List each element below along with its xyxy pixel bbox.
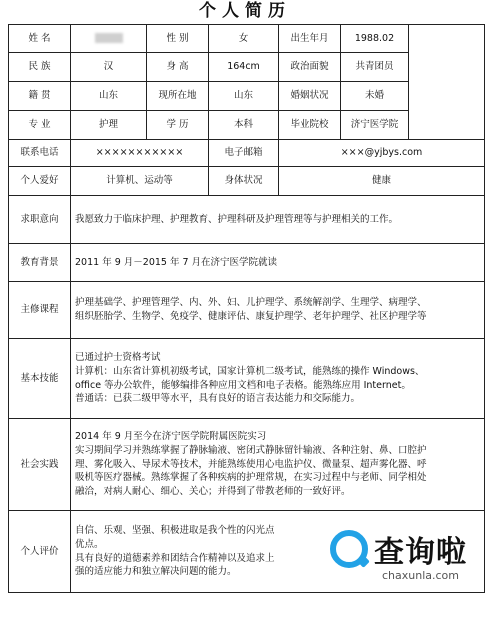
watermark-url: chaxunla.com [382, 569, 459, 582]
watermark-brand: 查询啦 [374, 535, 467, 570]
table-row [9, 244, 485, 282]
health-value: 健康 [279, 167, 485, 196]
major-value: 护理 [71, 111, 147, 140]
evaluation-label: 个人评价 [9, 511, 71, 593]
birth-label: 出生年月 [279, 25, 341, 53]
table-row [9, 167, 485, 196]
phone-label: 联系电话 [9, 140, 71, 167]
degree-label: 学 历 [147, 111, 209, 140]
watermark [330, 527, 480, 591]
height-label: 身 高 [147, 53, 209, 82]
page-title: 个人简历 [199, 1, 291, 21]
skills-label: 基本技能 [9, 339, 71, 419]
email-label: 电子邮箱 [209, 140, 279, 167]
watermark-header [330, 527, 467, 571]
table-row [9, 419, 485, 511]
table-row [9, 140, 485, 167]
gender-value: 女 [209, 25, 279, 53]
school-label: 毕业院校 [279, 111, 341, 140]
resume-table [8, 24, 485, 593]
table-row [9, 339, 485, 419]
objective-content: 我愿致力于临床护理、护理教育、护理科研及护理管理等与护理相关的工作。 [71, 196, 485, 244]
height-value: 164cm [209, 53, 279, 82]
phone-value: ××××××××××× [71, 140, 209, 167]
location-label: 现所在地 [147, 82, 209, 111]
table-row [9, 196, 485, 244]
birth-value: 1988.02 [341, 25, 409, 53]
gender-label: 性 别 [147, 25, 209, 53]
practice-label: 社会实践 [9, 419, 71, 511]
table-row [9, 282, 485, 339]
degree-value: 本科 [209, 111, 279, 140]
hobby-label: 个人爱好 [9, 167, 71, 196]
marital-value: 未婚 [341, 82, 409, 111]
marital-label: 婚姻状况 [279, 82, 341, 111]
ethnicity-label: 民 族 [9, 53, 71, 82]
name-value [71, 25, 147, 53]
hometown-label: 籍 贯 [9, 82, 71, 111]
practice-content: 2014 年 9 月至今在济宁医学院附属医院实习 实习期间学习并熟练掌握了静脉输液、密闭式静脉留针输液、各种注射、鼻、口腔护 理、雾化吸入、导尿术等技术，并能熟练使用心电监护仪、微量泵、超声雾化器、呼 吸机等医疗器械。熟练掌握了各种疾病的护理常规，在实习过程中与老师、同学相处 融洽，对病人耐心、细心、关心；并得到了带教老师的一致好评。 [71, 419, 485, 511]
political-label: 政治面貌 [279, 53, 341, 82]
location-value: 山东 [209, 82, 279, 111]
education-label: 教育背景 [9, 244, 71, 282]
health-label: 身体状况 [209, 167, 279, 196]
education-content: 2011 年 9 月－2015 年 7 月在济宁医学院就读 [71, 244, 485, 282]
evaluation-content: 自信、乐观、坚强、积极进取是我个性的闪光点 优点。 具有良好的道德素养和团结合作精神以及追求上 强的适应能力和独立解决问题的能力。 [71, 511, 485, 593]
name-label: 姓 名 [9, 25, 71, 53]
school-value: 济宁医学院 [341, 111, 409, 140]
hometown-value: 山东 [71, 82, 147, 111]
political-value: 共青团员 [341, 53, 409, 82]
courses-label: 主修课程 [9, 282, 71, 339]
email-value: ×××@yjbys.com [279, 140, 485, 167]
skills-content: 已通过护士资格考试 计算机：山东省计算机初级考试，国家计算机二级考试，能熟练的操作 Windows、 office 等办公软件，能够编排各种应用文档和电子表格。能熟练应用 Internet。 普通话：已获二级甲等水平，具有良好的语言表达能力和交际能力。 [71, 339, 485, 419]
magnifier-logo-icon [330, 530, 368, 568]
major-label: 专 业 [9, 111, 71, 140]
objective-label: 求职意向 [9, 196, 71, 244]
ethnicity-value: 汉 [71, 53, 147, 82]
courses-content: 护理基础学、护理管理学、内、外、妇、儿护理学、系统解剖学、生理学、病理学、 组织胚胎学、生物学、免疫学、健康评估、康复护理学、老年护理学、社区护理学等 [71, 282, 485, 339]
photo-box [409, 25, 485, 140]
redacted-name [95, 33, 123, 43]
table-row [9, 25, 485, 53]
hobby-value: 计算机、运动等 [71, 167, 209, 196]
